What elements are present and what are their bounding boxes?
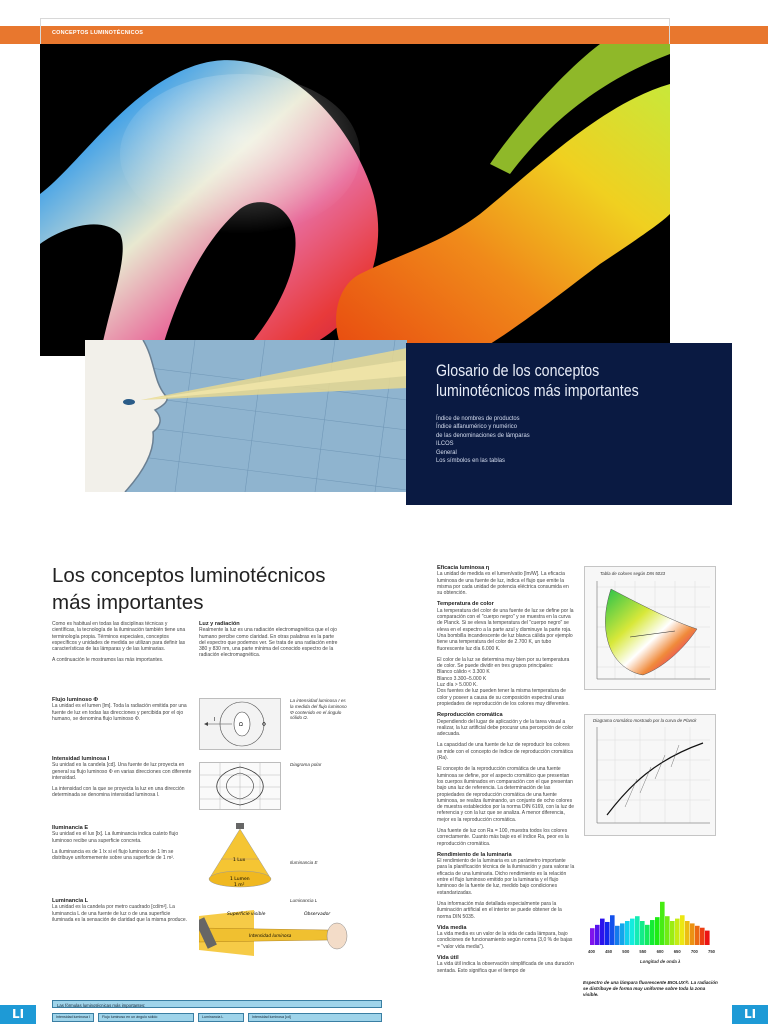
temperatura-group-3: Luz día > 5.000 K. (437, 682, 478, 689)
spectrum-tick-label: 500 (622, 949, 630, 954)
intro-paragraph-2: A continuación le mostramos las más importantes. (52, 657, 164, 664)
reproduccion-text: Dependiendo del lugar de aplicación y de la tarea visual a realizar, la luz artificial debe procurar una percepción de color adecuada. (437, 718, 574, 738)
planck-chart (584, 714, 716, 836)
glossary-item[interactable]: General (436, 448, 457, 456)
spectrum-tick-label: 650 (673, 949, 681, 954)
formula-cell: Luminancia L (198, 1013, 244, 1022)
spectrum-bar (660, 902, 665, 945)
spectrum-plot (584, 893, 716, 957)
flujo-heading: Flujo luminoso Φ (52, 697, 98, 703)
luminancia-text: La unidad es la candela por metro cuadrado [cd/m²]. La luminancia L de una fuente de luz o de una superficie iluminada es la sensación de claridad que la misma produce. (52, 904, 188, 923)
spectrum-ticks (584, 949, 716, 957)
intensidad-text-2: La intensidad con la que se proyecta la luz en una dirección determinada se denomina intensidad luminosa I. (52, 786, 185, 799)
luz-text: Realmente la luz es una radiación electromagnética que el ojo humano percibe como claridad. En otras palabras es la parte del espectro que podemos ver. Se trata de una radiación entre 380 y 830 nm, una parte mínima del conocido espectro de la radiación electromagnética. (199, 627, 338, 659)
eficacia-text: La unidad de medida es el lumen/vatio [lm/W]. La eficacia luminosa de una fuente de luz, indica el flujo que emite la misma por cada unidad de potencia eléctrica consumida en su obtención. (437, 571, 569, 597)
spectrum-tick-label: 550 (639, 949, 647, 954)
glossary-item[interactable]: Índice de nombres de productos (436, 415, 520, 422)
one-lux-label: 1 Lux (233, 858, 246, 863)
temperatura-group-2: Blanco 3.300–5.000 K (437, 675, 487, 682)
iluminancia-diagram (199, 823, 281, 895)
spectrum-bar (645, 925, 650, 945)
luz-section (199, 621, 339, 664)
formula-cell: Intensidad luminosa I (52, 1013, 94, 1022)
rainbow-hands-photo (40, 44, 670, 356)
spectrum-bar (665, 916, 670, 945)
spectrum-tick-label: 750 (708, 949, 715, 954)
intensidad-heading: Intensidad luminosa I (52, 756, 110, 762)
glossary-title: Glosario de los conceptos luminotécnicos más importantes (436, 362, 639, 400)
polar-caption: Diagrama polar (290, 762, 322, 767)
cie-chart-title: Tabla de colores según DIN 5033 (600, 571, 666, 576)
flujo-diagram (199, 698, 281, 750)
reproduccion-text-2: La capacidad de una fuente de luz de reproducir los colores se mide con el concepto de índice de reproducción cromática (Ra). (437, 742, 573, 762)
rendimiento-heading: Rendimiento de la luminaria (437, 851, 512, 858)
flujo-section (52, 697, 192, 727)
reproduccion-heading: Reproducción cromática (437, 712, 503, 719)
spectrum-bar (675, 919, 680, 945)
one-m2-label: 1 m² (234, 883, 245, 888)
rendimiento-text-2: Una información más detallada especialmente para la iluminación artificial en el interior se puede obtener de la norma DIN 5035. (437, 900, 562, 920)
right-text-column (437, 565, 575, 979)
spectrum-bar (615, 926, 620, 945)
vidautil-heading: Vida útil (437, 955, 459, 962)
iluminancia-text: Su unidad es el lux [lx]. La iluminancia indica cuánto flujo luminoso recibe una superficie concreta. (52, 831, 179, 844)
spectrum-bar (690, 923, 695, 945)
luminancia-section (52, 898, 192, 928)
polar-diagram (199, 762, 281, 810)
glossary-item[interactable]: ILCOS (436, 440, 454, 448)
iluminancia-heading: Iluminancia E (52, 825, 89, 831)
spectrum-tick-label: 400 (588, 949, 595, 954)
formula-cell: Intensidad luminosa [cd] (248, 1013, 382, 1022)
temperatura-text-2: El color de la luz se determina muy bien por su temperatura de color. Se puede dividir en tres grupos principales: (437, 656, 570, 670)
spectrum-bar (685, 921, 690, 945)
intensidad-text: Su unidad es la candela [cd]. Una fuente de luz proyecta en general su flujo luminoso Φ en varias direcciones con diferente intensidad. (52, 762, 192, 781)
spectrum-bar (640, 921, 645, 945)
svg-text:Φ: Φ (262, 722, 266, 728)
cie-color-chart (584, 566, 716, 690)
temperatura-group-1: Blanco cálido < 3.300 K (437, 669, 490, 676)
temperatura-text-3: Dos fuentes de luz pueden tener la misma temperatura de color y poseer a causa de su composición espectral unas propiedades de reproducción de los colores muy diferentes. (437, 688, 570, 707)
svg-text:Ω: Ω (239, 722, 243, 728)
face-light-illustration (85, 340, 407, 492)
spectrum-bar (700, 928, 705, 945)
brand-logo-left: LI (0, 1005, 36, 1024)
page-title-line1: Los conceptos luminotécnicos (52, 564, 326, 587)
glossary-item[interactable]: Índice alfanumérico y numérico (436, 423, 517, 431)
iluminancia-section (52, 825, 192, 866)
flujo-text: La unidad es el lumen [lm]. Toda la radiación emitida por una fuente de luz en todas las direcciones y percibida por el ojo humano, se denomina flujo luminoso Φ. (52, 703, 187, 722)
spectrum-bar (610, 915, 615, 945)
eficacia-heading: Eficacia luminosa η (437, 565, 490, 571)
spectrum-bar (635, 916, 640, 945)
spectrum-xlabel: Longitud de onda λ (640, 959, 681, 964)
vidautil-text: La vida útil indica la observación simplificada de una duración sentada. Esto significa que el tiempo de (437, 961, 574, 974)
temperatura-heading: Temperatura de color (437, 601, 494, 608)
spectrum-tick-label: 700 (690, 949, 698, 954)
reproduccion-text-3: El concepto de la reproducción cromática de una fuente luminosa se define, por el aspecto cromático que presentan los cuerpos iluminados en comparación con el que presentan bajo una luz de referencia. La determinación de las propiedades de reproducción cromática de una fuente luminosa, se realiza iluminando, un conjunto de ocho colores de muestra establecidos por la norma DIN 6169, con la luz de referencia y con la luz que se analiza. A menor diferencia, mejor es la reproducción cromática. (437, 766, 575, 823)
formula-table-header: Las fórmulas luminotécnicas más importantes: (52, 1000, 382, 1008)
temperatura-text: La temperatura del color de una fuente de luz se define por la comparación con el "cuerpo negro" y se muestra en la curva de Planck. Si se eleva la temperatura del "cuerpo negro" se eleva en el espectro a la parte azul y disminuye la parte roja. Una bombilla incandescente de luz blanca cálida por ejemplo tiene una temperatura del color de 2.700 K, un tubo fluorescente luz día 6.000 K. (437, 607, 574, 652)
iluminancia-caption: Iluminancia E (290, 860, 318, 865)
iluminancia-text-2: La iluminancia es de 1 lx si el flujo luminoso de 1 lm se distribuye uniformemente sobre una superficie de 1 m². (52, 848, 175, 862)
spectrum-bar (590, 928, 595, 945)
intensidad-section (52, 756, 192, 804)
spectrum-bar (625, 921, 630, 945)
spectrum-tick-label: 600 (656, 949, 664, 954)
spectrum-tick-label: 450 (605, 949, 613, 954)
glossary-item[interactable]: Los símbolos en las tablas (436, 457, 505, 465)
formula-table (52, 998, 382, 1024)
spectrum-bar (655, 917, 660, 945)
spectrum-bar (670, 921, 675, 945)
intro-column (52, 621, 192, 669)
svg-text:I: I (214, 717, 216, 723)
spectrum-bar (680, 915, 685, 945)
vidamedia-text: La vida media es un valor de la vida de cada lámpara, bajo condiciones de funcionamiento según norma (3,0 % de bajas = "valor vida media"). (437, 931, 573, 950)
brand-logo-right: LI (732, 1005, 768, 1024)
reproduccion-text-4: Una fuente de luz con Ra = 100, muestra todos los colores correctamente. Cuanto más bajo es el índice Ra, peor es la reproducción cromática. (437, 827, 569, 847)
spectrum-bar (620, 923, 625, 945)
observador-label: Observador (304, 912, 331, 917)
formula-cell: Flujo luminoso en un ángulo sólido (98, 1013, 194, 1022)
superficie-label: Superficie visible (227, 912, 266, 917)
spectrum-bar (650, 920, 655, 945)
spectrum-bar (630, 919, 635, 945)
glossary-item[interactable]: de las denominaciones de lámparas (436, 431, 530, 439)
spectrum-bar (695, 926, 700, 945)
intro-paragraph: Como es habitual en todas las disciplinas técnicas y científicas, la tecnología de la iluminación también tiene una terminología propia. Términos especiales, conceptos específicos y unidades de medida se utilizan para definir las características de las lámparas y de las luminarias. (52, 621, 186, 653)
rendimiento-text: El rendimiento de la luminaria es un parámetro importante para la planificación técnica de la iluminación y para valorar la eficacia de una luminaria. Dicho rendimiento es la relación entre el flujo luminoso emitido por la luminaria y el flujo luminoso de la fuente de luz, medido bajo condiciones estandarizadas. (437, 858, 575, 896)
luminancia-caption: Luminancia L (290, 898, 318, 903)
page-title-line2: más importantes (52, 591, 204, 614)
spectrum-caption: Espectro de una lámpara fluorescente BIOLUX®. La radiación se distribuye de forma muy uniforme sobre toda la zona visible. (583, 980, 718, 997)
glossary-list (436, 415, 732, 465)
spectrum-bar (605, 922, 610, 945)
glossary-box (406, 343, 732, 505)
spectrum-bar (595, 925, 600, 945)
planck-chart-title: Diagrama cromático mostrado por la curva de Planck (593, 718, 697, 723)
one-lumen-label: 1 Lumen (230, 877, 250, 882)
vidamedia-heading: Vida media (437, 924, 467, 931)
page-title (52, 562, 372, 616)
spectrum-bar (600, 919, 605, 945)
section-header-label: CONCEPTOS LUMINOTÉCNICOS (52, 30, 144, 36)
flujo-caption: La intensidad luminosa I es la medida del flujo luminoso Φ contenido en el ángulo sólido Ω. (290, 698, 347, 721)
intensidad-luminosa-label: Intensidad luminosa (249, 933, 292, 938)
luminancia-diagram (199, 906, 349, 958)
luminancia-heading: Luminancia L (52, 898, 89, 904)
luz-heading: Luz y radiación (199, 621, 240, 627)
spectrum-bar (705, 931, 710, 945)
spectrum-chart (584, 893, 716, 973)
